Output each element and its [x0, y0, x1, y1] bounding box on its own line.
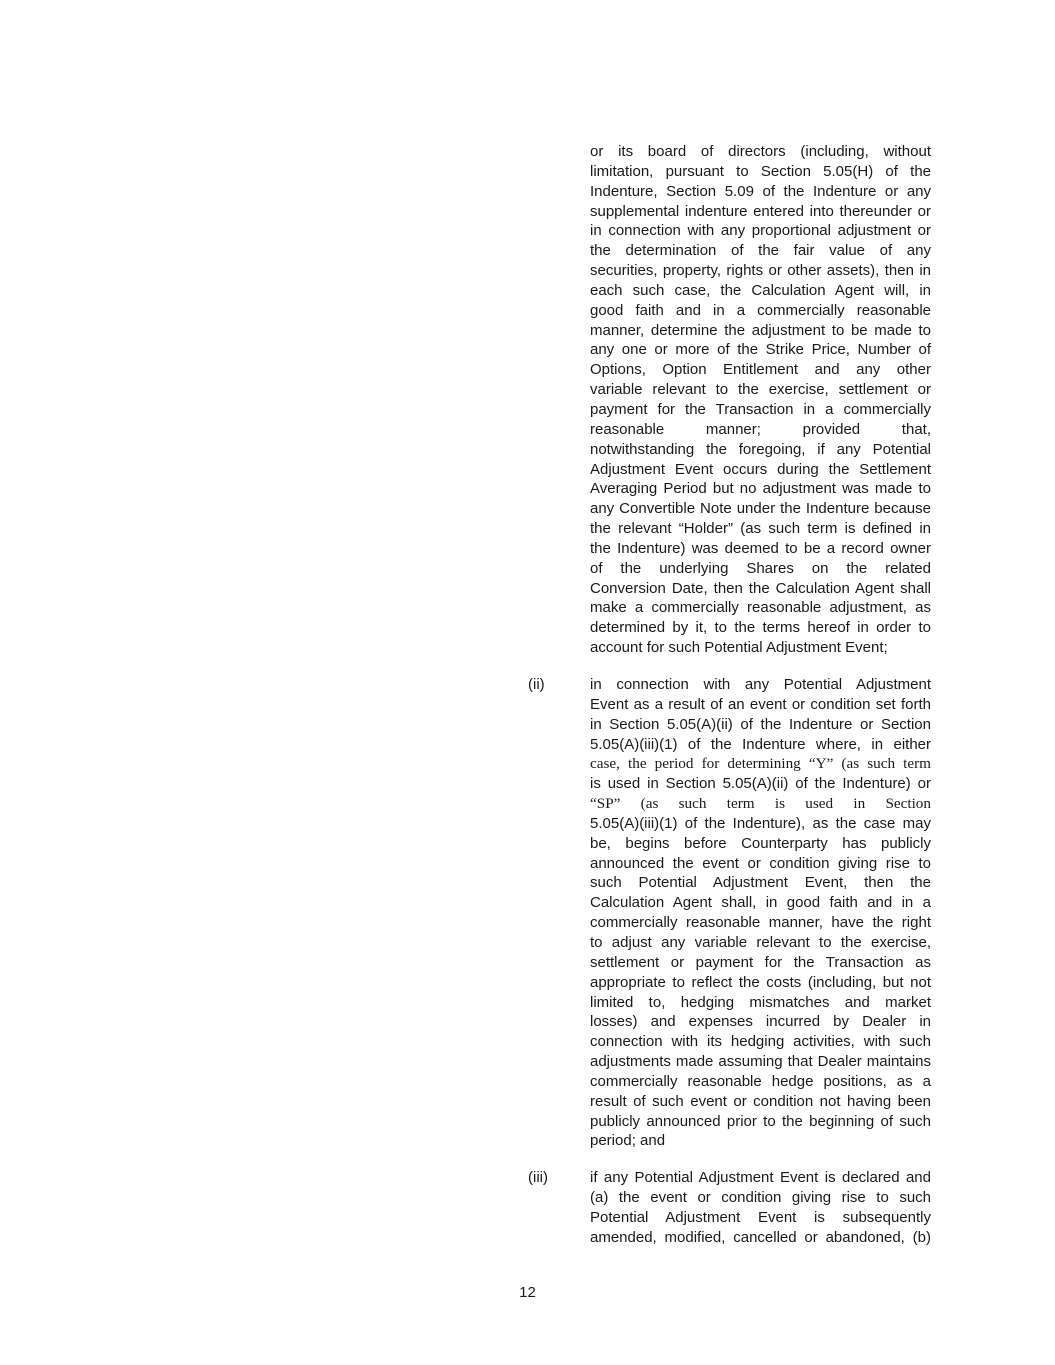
item-ii-paragraph — [590, 675, 931, 1151]
item-iii-label: (iii) — [528, 1169, 548, 1186]
text-line: case, the period for determining “Y” (as such term — [590, 755, 931, 773]
text-line: reasonable manner; provided that, — [590, 420, 931, 438]
item-iii-paragraph — [590, 1168, 931, 1247]
text-line: good faith and in a commercially reasonable — [590, 301, 931, 319]
text-line: if any Potential Adjustment Event is declared and — [590, 1169, 931, 1186]
text-line: determined by it, to the terms hereof in order to — [590, 619, 931, 637]
item-ii-label: (ii) — [528, 676, 545, 693]
text-line: securities, property, rights or other assets), then in — [590, 262, 931, 280]
text-line: Event as a result of an event or condition set forth — [590, 695, 931, 713]
text-line: in connection with any proportional adjustment or — [590, 222, 931, 240]
text-line: the relevant “Holder” (as such term is defined in — [590, 520, 931, 538]
text-line: any Convertible Note under the Indenture because — [590, 500, 931, 518]
text-line: manner, determine the adjustment to be made to — [590, 321, 931, 339]
text-line: publicly announced prior to the beginning of such — [590, 1112, 931, 1130]
text-line: or its board of directors (including, without — [590, 143, 931, 160]
continuation-paragraph — [590, 142, 931, 658]
text-line: to adjust any variable relevant to the exercise, — [590, 933, 931, 951]
text-line: supplemental indenture entered into thereunder or — [590, 202, 931, 220]
text-line: 5.05(A)(iii)(1) of the Indenture), as the case may — [590, 814, 931, 832]
text-line: appropriate to reflect the costs (including, but not — [590, 973, 931, 991]
text-line: in Section 5.05(A)(ii) of the Indenture or Section — [590, 715, 931, 733]
text-line: Options, Option Entitlement and any other — [590, 361, 931, 379]
text-line: “SP” (as such term is used in Section — [590, 795, 931, 813]
text-line: account for such Potential Adjustment Event; — [590, 639, 888, 657]
text-line: of the underlying Shares on the related — [590, 559, 931, 577]
text-line: payment for the Transaction in a commercially — [590, 400, 931, 418]
text-line: limitation, pursuant to Section 5.05(H) of the — [590, 162, 931, 180]
text-line: any one or more of the Strike Price, Number of — [590, 341, 931, 359]
text-line: variable relevant to the exercise, settlement or — [590, 381, 931, 399]
text-line: be, begins before Counterparty has publicly — [590, 834, 931, 852]
text-line: in connection with any Potential Adjustment — [590, 676, 931, 693]
text-line: result of such event or condition not having been — [590, 1092, 931, 1110]
text-line: each such case, the Calculation Agent will, in — [590, 281, 931, 299]
text-line: Averaging Period but no adjustment was made to — [590, 480, 931, 498]
text-line: commercially reasonable manner, have the right — [590, 914, 931, 932]
text-line: 5.05(A)(iii)(1) of the Indenture where, in either — [590, 735, 931, 753]
text-line: Adjustment Event occurs during the Settlement — [590, 460, 931, 478]
text-line: adjustments made assuming that Dealer maintains — [590, 1053, 931, 1071]
page-number: 12 — [519, 1284, 536, 1301]
text-line: Indenture, Section 5.09 of the Indenture or any — [590, 182, 931, 200]
text-line: limited to, hedging mismatches and market — [590, 993, 931, 1011]
text-line: notwithstanding the foregoing, if any Potential — [590, 440, 931, 458]
text-line: Conversion Date, then the Calculation Agent shall — [590, 579, 931, 597]
text-line: such Potential Adjustment Event, then the — [590, 874, 931, 892]
text-line: (a) the event or condition giving rise to such — [590, 1188, 931, 1206]
text-line: Potential Adjustment Event is subsequently — [590, 1208, 931, 1226]
text-line: Calculation Agent shall, in good faith and in a — [590, 894, 931, 912]
text-line: the Indenture) was deemed to be a record owner — [590, 539, 931, 557]
text-line: make a commercially reasonable adjustment, as — [590, 599, 931, 617]
text-line: settlement or payment for the Transaction as — [590, 953, 931, 971]
text-line: announced the event or condition giving rise to — [590, 854, 931, 872]
text-line: amended, modified, cancelled or abandoned, (b) — [590, 1228, 931, 1246]
text-line: losses) and expenses incurred by Dealer in — [590, 1013, 931, 1031]
text-line: connection with its hedging activities, with such — [590, 1033, 931, 1051]
text-line: is used in Section 5.05(A)(ii) of the Indenture) or — [590, 775, 931, 793]
text-line: commercially reasonable hedge positions, as a — [590, 1072, 931, 1090]
text-line: period; and — [590, 1132, 666, 1150]
text-line: the determination of the fair value of any — [590, 242, 931, 260]
